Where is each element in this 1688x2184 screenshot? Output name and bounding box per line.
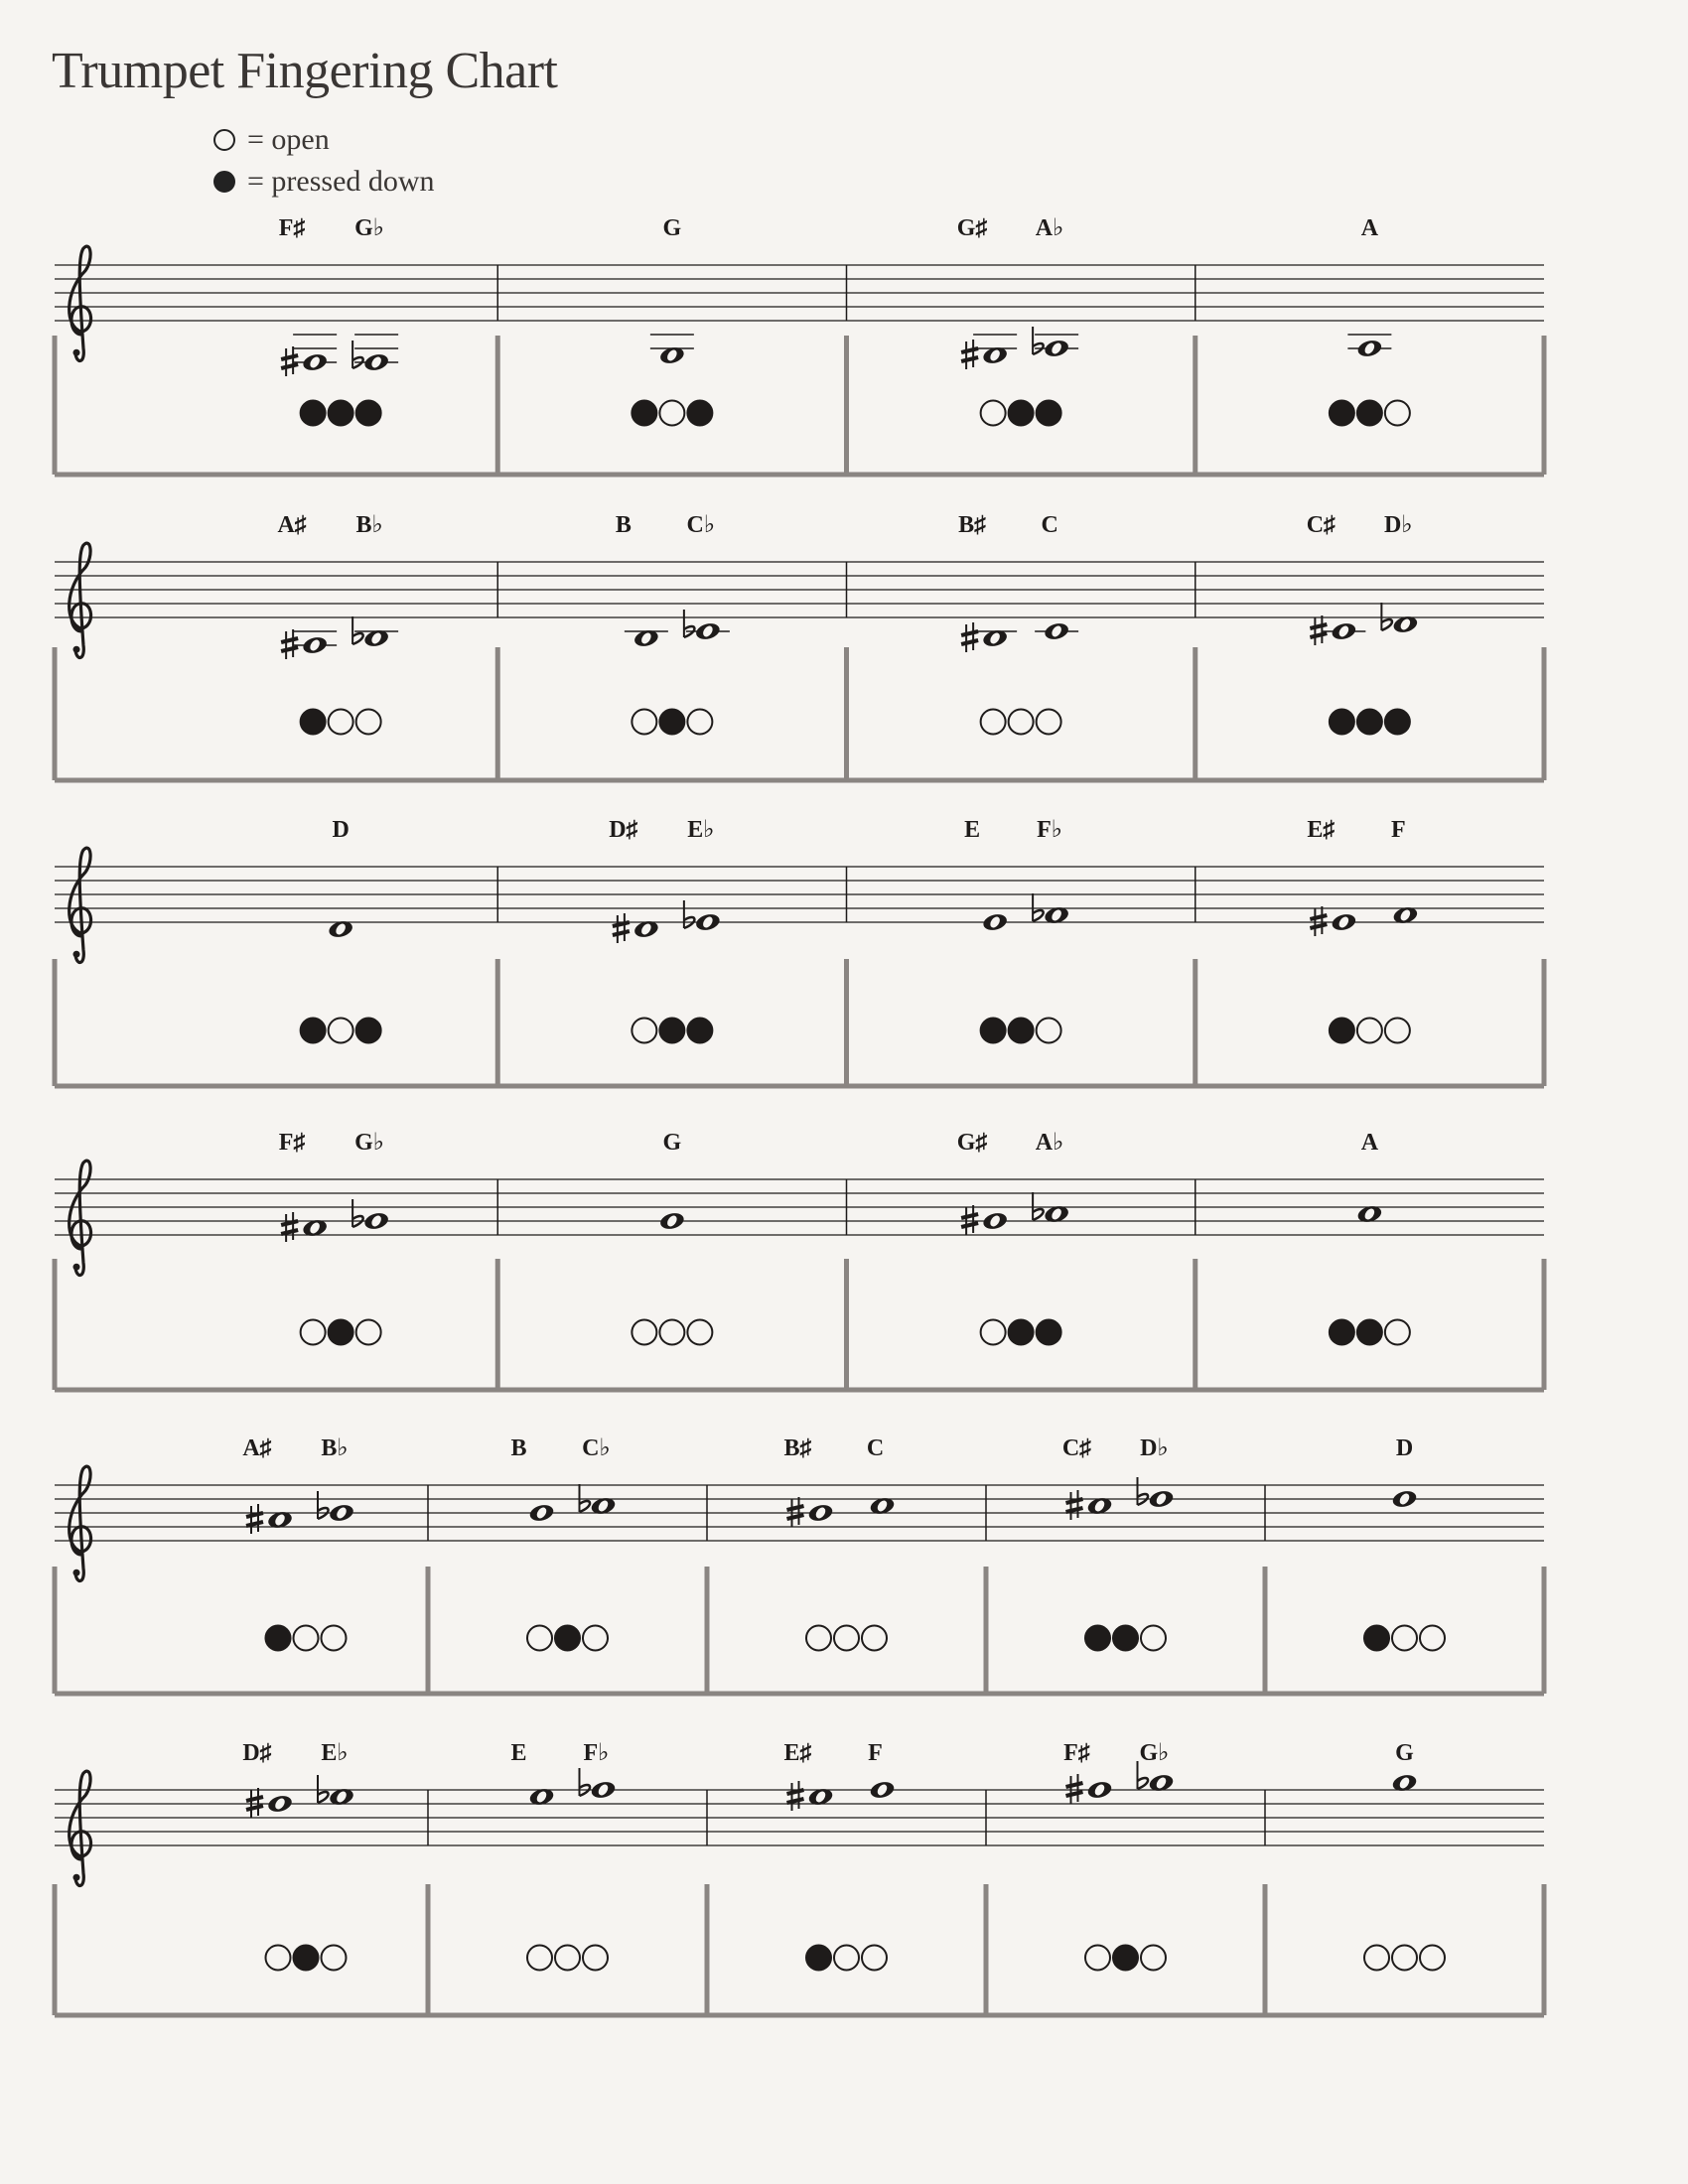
valve-pressed-icon: [687, 401, 712, 426]
flat-icon: [1033, 893, 1044, 921]
valve-open-icon: [356, 710, 381, 735]
valve-pressed-icon: [294, 1946, 319, 1971]
flat-icon: [318, 1491, 329, 1519]
sharp-bar: [1310, 624, 1327, 628]
valve-open-icon: [981, 401, 1006, 426]
valve-open-icon: [583, 1626, 608, 1651]
valve-group: [632, 1019, 712, 1043]
note-name-label: C♯: [1061, 1435, 1092, 1461]
fingering-cell: [301, 817, 381, 1043]
note-name-label: A♯: [277, 512, 307, 538]
staff-row: [55, 215, 1544, 475]
fingering-cell: [1196, 1130, 1410, 1390]
flat-icon: [352, 1199, 363, 1227]
valve-pressed-icon: [301, 710, 326, 735]
fingering-cell: [497, 512, 730, 780]
sharp-bar: [281, 638, 298, 642]
sharp-icon: [1310, 906, 1327, 936]
valve-pressed-icon: [329, 1320, 353, 1345]
note-name-label: B: [510, 1435, 527, 1461]
flat-icon: [318, 1775, 329, 1803]
valve-open-icon: [1357, 1019, 1382, 1043]
valve-group: [1364, 1626, 1445, 1651]
fingering-cell: [986, 1740, 1175, 2015]
valve-open-icon: [527, 1946, 552, 1971]
fingering-cell: [277, 512, 398, 735]
valve-pressed-icon: [1385, 710, 1410, 735]
fingering-cell: [1196, 817, 1419, 1086]
whole-note: [694, 621, 721, 642]
valve-open-icon: [1141, 1626, 1166, 1651]
treble-clef-icon: [70, 1466, 91, 1580]
valve-pressed-icon: [301, 401, 326, 426]
sharp-icon: [1310, 615, 1327, 645]
whole-note: [1044, 621, 1070, 642]
sharp-bar: [281, 647, 298, 651]
valve-group: [632, 401, 712, 426]
valve-pressed-icon: [356, 401, 381, 426]
valve-group: [527, 1946, 608, 1971]
valve-open-icon: [266, 1946, 291, 1971]
flat-icon: [1138, 1477, 1149, 1505]
valve-pressed-icon: [266, 1626, 291, 1651]
sharp-icon: [787, 1497, 804, 1527]
valve-group: [527, 1626, 608, 1651]
valve-open-icon: [583, 1946, 608, 1971]
sharp-bar: [787, 1515, 804, 1519]
flat-bowl: [1381, 619, 1392, 630]
note-name-label: A♯: [242, 1435, 272, 1461]
note-name-label: F: [1391, 817, 1406, 843]
valve-open-icon: [632, 1019, 656, 1043]
fingering-cell: [707, 1740, 896, 2015]
sharp-bar: [787, 1799, 804, 1803]
fingering-cell: [497, 817, 721, 1086]
sharp-bar: [246, 1522, 263, 1526]
sharp-icon: [961, 340, 978, 369]
valve-group: [1085, 1946, 1166, 1971]
treble-clef-dot: [73, 646, 80, 653]
fingering-cell: [428, 1740, 617, 2015]
valve-pressed-icon: [1037, 1320, 1061, 1345]
valve-group: [266, 1626, 347, 1651]
note-name-label: E♯: [783, 1740, 812, 1766]
valve-open-icon: [322, 1626, 347, 1651]
sharp-bar: [1310, 924, 1327, 928]
valve-pressed-icon: [1009, 401, 1034, 426]
valve-open-icon: [1385, 401, 1410, 426]
valve-open-icon: [632, 710, 656, 735]
flat-bowl: [352, 633, 363, 644]
sharp-bar: [281, 364, 298, 368]
note-name-label: C: [866, 1435, 885, 1461]
note-name-label: G♭: [354, 1130, 385, 1156]
valve-group: [301, 1019, 381, 1043]
valve-open-icon: [1037, 1019, 1061, 1043]
fingering-cell: [1196, 512, 1419, 780]
valve-group: [1330, 401, 1410, 426]
fingering-cell: [847, 215, 1079, 475]
note-name-label: E: [510, 1740, 527, 1766]
fingering-cell: [1196, 215, 1410, 475]
valve-open-icon: [1085, 1946, 1110, 1971]
valve-group: [1330, 710, 1410, 735]
sharp-bar: [281, 355, 298, 359]
valve-group: [806, 1946, 887, 1971]
whole-note: [528, 1503, 555, 1524]
whole-note: [1331, 912, 1357, 933]
flat-bowl: [1033, 910, 1044, 921]
note-name-label: B♯: [783, 1435, 812, 1461]
note-name-label: B: [615, 512, 632, 538]
whole-note: [1331, 621, 1357, 642]
valve-open-icon: [1420, 1626, 1445, 1651]
valve-open-icon: [687, 1320, 712, 1345]
fingering-cell: [1265, 1435, 1445, 1694]
valve-open-icon: [329, 1019, 353, 1043]
whole-note: [363, 1211, 390, 1232]
note-name-label: D♭: [1384, 512, 1413, 538]
valve-pressed-icon: [1357, 710, 1382, 735]
note-name-label: G♯: [956, 215, 988, 241]
sharp-icon: [281, 1212, 298, 1242]
note-name-label: C♭: [686, 512, 716, 538]
valve-pressed-icon: [1113, 1626, 1138, 1651]
fingering-cell: [847, 817, 1070, 1086]
sharp-bar: [246, 1797, 263, 1801]
treble-clef-icon: [70, 848, 91, 962]
flat-icon: [580, 1768, 591, 1796]
sharp-bar: [1066, 1508, 1083, 1512]
treble-clef-dot: [73, 1264, 80, 1271]
valve-group: [806, 1626, 887, 1651]
valve-pressed-icon: [1085, 1626, 1110, 1651]
whole-note: [1044, 339, 1070, 359]
valve-group: [301, 401, 381, 426]
valve-open-icon: [555, 1946, 580, 1971]
valve-open-icon: [687, 710, 712, 735]
valve-pressed-icon: [632, 401, 656, 426]
note-name-label: B♭: [321, 1435, 349, 1461]
valve-pressed-icon: [1330, 710, 1354, 735]
note-name-label: F♯: [278, 1130, 306, 1156]
valve-open-icon: [1009, 710, 1034, 735]
valve-open-icon: [1037, 710, 1061, 735]
treble-clef-dot: [73, 1874, 80, 1881]
valve-open-icon: [294, 1626, 319, 1651]
flat-icon: [1033, 1192, 1044, 1220]
whole-note: [1086, 1780, 1113, 1801]
note-name-label: F♭: [1037, 817, 1063, 843]
legend-open-label: = open: [247, 123, 330, 156]
note-name-label: C♭: [582, 1435, 611, 1461]
staff-row: [55, 512, 1544, 780]
flat-bowl: [580, 1501, 591, 1512]
whole-note: [302, 352, 329, 373]
valve-open-icon: [356, 1320, 381, 1345]
valve-group: [301, 1320, 381, 1345]
fingering-cell: [1265, 1740, 1445, 2015]
valve-open-icon: [862, 1946, 887, 1971]
fingering-cell: [847, 1130, 1070, 1390]
note-name-label: A♭: [1035, 215, 1064, 241]
valve-pressed-icon: [1113, 1946, 1138, 1971]
valve-open-icon: [329, 710, 353, 735]
flat-bowl: [1033, 1209, 1044, 1220]
whole-note: [328, 1503, 354, 1524]
note-name-label: C♯: [1306, 512, 1336, 538]
valve-open-icon: [1364, 1946, 1389, 1971]
sharp-bar: [1310, 633, 1327, 637]
valve-open-icon: [1392, 1946, 1417, 1971]
treble-clef-icon: [70, 1160, 91, 1275]
whole-note: [869, 1780, 896, 1801]
treble-clef-icon: [70, 1771, 91, 1885]
flat-icon: [1033, 327, 1044, 354]
note-name-label: G: [662, 215, 682, 241]
whole-note: [590, 1780, 617, 1801]
valve-open-icon: [834, 1626, 859, 1651]
valve-pressed-icon: [1330, 401, 1354, 426]
valve-pressed-icon: [981, 1019, 1006, 1043]
valve-pressed-icon: [1330, 1320, 1354, 1345]
valve-open-icon: [1385, 1019, 1410, 1043]
valve-pressed-icon: [1330, 1019, 1354, 1043]
note-name-label: B♭: [355, 512, 383, 538]
treble-clef-dot: [73, 349, 80, 356]
valve-pressed-icon: [806, 1946, 831, 1971]
sharp-bar: [1066, 1783, 1083, 1787]
valve-open-icon: [301, 1320, 326, 1345]
valve-pressed-icon: [301, 1019, 326, 1043]
sharp-bar: [613, 931, 630, 935]
valve-open-icon: [322, 1946, 347, 1971]
valve-pressed-icon: [659, 710, 684, 735]
valve-open-icon: [1385, 1320, 1410, 1345]
whole-note: [807, 1503, 834, 1524]
whole-note: [1148, 1489, 1175, 1510]
note-name-label: E: [964, 817, 981, 843]
valve-open-icon: [862, 1626, 887, 1651]
legend-pressed-label: = pressed down: [247, 165, 435, 198]
valve-pressed-icon: [1357, 1320, 1382, 1345]
fingering-cell: [986, 1435, 1175, 1694]
valve-group: [981, 710, 1061, 735]
sharp-bar: [1310, 915, 1327, 919]
note-name-label: G♭: [354, 215, 385, 241]
valve-open-icon: [632, 1320, 656, 1345]
valve-group: [1085, 1626, 1166, 1651]
note-name-label: F♯: [1063, 1740, 1090, 1766]
note-name-label: G: [1395, 1740, 1414, 1766]
sharp-bar: [961, 1214, 978, 1218]
fingering-cell: [497, 215, 712, 475]
valve-open-icon: [806, 1626, 831, 1651]
sharp-icon: [961, 622, 978, 652]
valve-pressed-icon: [1009, 1320, 1034, 1345]
fingering-cell: [242, 1740, 354, 1971]
flat-icon: [1381, 603, 1392, 630]
valve-pressed-icon: [1037, 401, 1061, 426]
sharp-icon: [613, 913, 630, 943]
valve-group: [981, 1320, 1061, 1345]
sharp-icon: [961, 1205, 978, 1235]
note-name-label: A: [1360, 215, 1379, 241]
valve-open-icon: [834, 1946, 859, 1971]
sharp-bar: [961, 357, 978, 361]
note-name-label: C: [1041, 512, 1058, 538]
note-name-label: D♯: [242, 1740, 272, 1766]
staff-row: [55, 1130, 1544, 1390]
flat-icon: [684, 610, 695, 637]
whole-note: [982, 912, 1009, 933]
note-name-label: A: [1360, 1130, 1379, 1156]
sharp-bar: [281, 1230, 298, 1234]
note-name-label: G♯: [956, 1130, 988, 1156]
treble-clef-icon: [70, 246, 91, 360]
valve-group: [1330, 1320, 1410, 1345]
flat-icon: [352, 341, 363, 368]
fingering-cell: [428, 1435, 617, 1694]
sharp-bar: [787, 1506, 804, 1510]
whole-note: [266, 1794, 293, 1815]
note-name-label: D: [1395, 1435, 1414, 1461]
valve-open-icon: [981, 710, 1006, 735]
treble-clef-icon: [70, 543, 91, 657]
note-name-label: D: [332, 817, 350, 843]
valve-open-icon: [659, 401, 684, 426]
sharp-icon: [281, 629, 298, 659]
sharp-bar: [1066, 1792, 1083, 1796]
whole-note: [302, 635, 329, 656]
valve-pressed-icon: [1357, 401, 1382, 426]
valve-group: [1330, 1019, 1410, 1043]
staff-row: [55, 1435, 1544, 1694]
fingering-cell: [707, 1435, 896, 1694]
valve-open-icon: [981, 1320, 1006, 1345]
flat-bowl: [1138, 1778, 1149, 1789]
note-name-label: D♯: [609, 817, 638, 843]
note-name-label: E♭: [321, 1740, 349, 1766]
note-name-label: E♯: [1307, 817, 1336, 843]
sharp-icon: [246, 1504, 263, 1534]
flat-bowl: [318, 1792, 329, 1803]
valve-group: [981, 1019, 1061, 1043]
valve-pressed-icon: [687, 1019, 712, 1043]
sharp-icon: [281, 346, 298, 376]
note-name-label: G♭: [1139, 1740, 1170, 1766]
sharp-icon: [787, 1781, 804, 1811]
treble-clef-dot: [73, 951, 80, 958]
valve-open-icon: [527, 1626, 552, 1651]
valve-pressed-icon: [659, 1019, 684, 1043]
valve-group: [632, 1320, 712, 1345]
whole-note: [1391, 1489, 1418, 1510]
whole-note: [694, 912, 721, 933]
sharp-icon: [1066, 1490, 1083, 1520]
staff-row: [55, 817, 1544, 1086]
note-name-label: F♭: [583, 1740, 610, 1766]
flat-icon: [352, 616, 363, 644]
sharp-bar: [961, 640, 978, 644]
note-name-label: D♭: [1140, 1435, 1169, 1461]
flat-icon: [684, 900, 695, 928]
sharp-bar: [961, 348, 978, 352]
sharp-icon: [1066, 1774, 1083, 1804]
fingering-cell: [847, 512, 1079, 780]
valve-group: [301, 710, 381, 735]
fingering-cell: [279, 1130, 390, 1345]
whole-note: [363, 352, 390, 373]
sharp-icon: [246, 1788, 263, 1818]
valve-open-icon: [1392, 1626, 1417, 1651]
sharp-bar: [246, 1806, 263, 1810]
fingering-cell: [497, 1130, 712, 1390]
whole-note: [1356, 339, 1383, 359]
page-title: Trumpet Fingering Chart: [52, 43, 558, 99]
sharp-bar: [961, 631, 978, 635]
fingering-cell: [242, 1435, 354, 1651]
flat-icon: [580, 1484, 591, 1512]
valve-pressed-icon: [329, 401, 353, 426]
note-name-label: F♯: [278, 215, 306, 241]
valve-group: [981, 401, 1061, 426]
valve-pressed-icon: [555, 1626, 580, 1651]
valve-open-icon: [1420, 1946, 1445, 1971]
note-name-label: F: [868, 1740, 883, 1766]
valve-open-icon: [659, 1320, 684, 1345]
staff-row: [55, 1740, 1544, 2015]
valve-group: [266, 1946, 347, 1971]
sharp-bar: [961, 1223, 978, 1227]
valve-pressed-icon: [356, 1019, 381, 1043]
note-name-label: G: [662, 1130, 682, 1156]
whole-note: [982, 1211, 1009, 1232]
whole-note: [658, 1211, 685, 1232]
note-name-label: A♭: [1035, 1130, 1064, 1156]
valve-open-icon: [1141, 1946, 1166, 1971]
note-name-label: B♯: [958, 512, 987, 538]
note-name-label: E♭: [687, 817, 715, 843]
valve-group: [1364, 1946, 1445, 1971]
valve-pressed-icon: [1364, 1626, 1389, 1651]
valve-group: [632, 710, 712, 735]
treble-clef-dot: [73, 1570, 80, 1576]
valve-pressed-icon: [1009, 1019, 1034, 1043]
